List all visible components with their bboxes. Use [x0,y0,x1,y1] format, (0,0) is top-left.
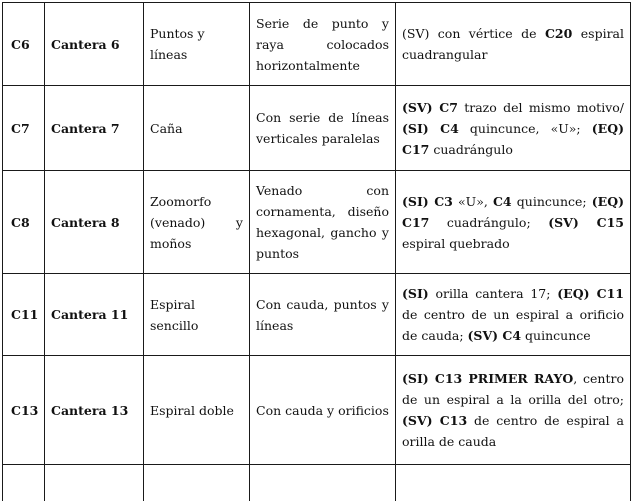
relation-code: (EQ) C17 [402,194,624,230]
table-row [3,3,631,86]
relation-code: (SI) C3 [402,194,453,209]
row-relations [396,171,631,274]
relation-code: (EQ) C17 [402,121,624,157]
row-motif: Puntos y líneas [144,3,250,86]
relation-code: (SI) C13 PRIMER RAYO [402,371,573,386]
relation-code: (SV) C13 [402,413,467,428]
relation-code: (EQ) C11 [557,286,624,301]
row-description: Serie de punto y raya colocados horizontalmente [250,3,396,86]
relation-text: espiral quebrado [402,236,510,251]
relation-text: espiral cuadrangular [402,26,624,62]
relation-code: (SV) C7 [402,100,458,115]
row-motif: Zoomorfo (venado) y moños [144,171,250,274]
row-code: C8 [3,171,45,274]
table-row [3,465,631,501]
canteras-table [2,2,631,501]
relation-code: (SV) C4 [468,328,522,343]
table-row [3,171,631,274]
relation-text: de centro de un espiral a orificio de cauda; [402,307,624,343]
relation-text: orilla cantera 17; [429,286,558,301]
row-name: Cantera 7 [45,86,144,171]
row-name [45,465,144,501]
relation-code: C4 [493,194,512,209]
row-name: Cantera 8 [45,171,144,274]
row-motif: Espiral sencillo [144,274,250,356]
row-relations [396,3,631,86]
row-code: C11 [3,274,45,356]
relation-text: cuadrángulo [429,142,513,157]
relation-text: quincunce; [512,194,592,209]
row-description: Con cauda, puntos y líneas [250,274,396,356]
row-name: Cantera 13 [45,356,144,465]
row-motif [144,465,250,501]
relation-text: quincunce [521,328,591,343]
relation-code: (SI) C4 [402,121,459,136]
table-row [3,86,631,171]
row-relations [396,274,631,356]
row-description [250,465,396,501]
relation-code: (SI) [402,286,429,301]
table-row [3,356,631,465]
relation-text: , centro de un espiral a la orilla del otro; [402,371,624,407]
relation-text: «U», [453,194,493,209]
relation-code: C20 [545,26,572,41]
relation-text: (SV) con vértice de [402,26,545,41]
row-description: Con serie de líneas verticales paralelas [250,86,396,171]
row-name: Cantera 6 [45,3,144,86]
relation-text: cuadrángulo; [429,215,548,230]
table-row [3,274,631,356]
row-description: Con cauda y orificios [250,356,396,465]
row-code: C7 [3,86,45,171]
relation-text: quincunce, «U»; [459,121,592,136]
row-motif: Espiral doble [144,356,250,465]
row-code: C13 [3,356,45,465]
row-relations [396,356,631,465]
row-code: C6 [3,3,45,86]
row-motif: Caña [144,86,250,171]
row-code [3,465,45,501]
row-description: Venado con cornamenta, diseño hexagonal, gancho y puntos [250,171,396,274]
relation-text: de centro de espiral a orilla de cauda [402,413,624,449]
relation-text: trazo del mismo motivo/ [458,100,624,115]
row-relations [396,86,631,171]
row-relations [396,465,631,501]
relation-code: (SV) C15 [548,215,624,230]
row-name: Cantera 11 [45,274,144,356]
